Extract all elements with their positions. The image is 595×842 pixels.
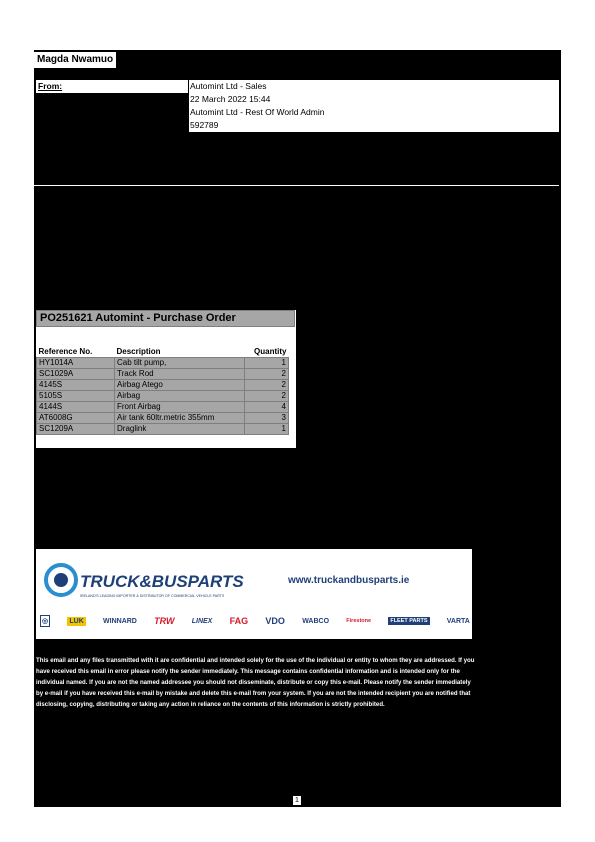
company-banner	[36, 549, 472, 639]
partner-logo-badge-icon: ◎	[40, 615, 50, 627]
brand-tagline: IRELAND'S LEADING IMPORTER & DISTRIBUTOR OF COMMERCIAL VEHICLE PARTS	[80, 594, 225, 598]
page-number: 1	[293, 796, 301, 805]
col-header-reference: Reference No.	[37, 346, 115, 358]
cell-description: Front Airbag	[115, 402, 245, 413]
cell-quantity: 4	[245, 402, 289, 413]
from-label: From:	[36, 80, 188, 93]
cell-quantity: 1	[245, 358, 289, 369]
partner-logo-fleet-parts: FLEET PARTS	[390, 618, 428, 624]
website-link[interactable]: www.truckandbusparts.ie	[288, 575, 410, 586]
cell-reference: 4144S	[37, 402, 115, 413]
purchase-order	[36, 310, 296, 448]
table-row	[37, 391, 289, 402]
cell-reference: AT6008G	[37, 413, 115, 424]
cell-quantity: 1	[245, 424, 289, 435]
partner-logo-varta: VARTA	[446, 617, 470, 625]
cell-reference: 5105S	[37, 391, 115, 402]
confidentiality-disclaimer: This email and any files transmitted with it are confidential and intended solely for the use of the individual or entity to whom they are addressed. If you have received this email in error please notify the sender immediately. This message contains confidential information and is intended only for the individual named. If you are not the named addressee you should not disseminate, distribute or copy this e-mail. Please notify the sender immediately by e-mail if you have received this e-mail by mistake and delete this e-mail from your system. If you are not the intended recipient you are notified that disclosing, copying, distributing or taking any action in reliance on the contents of this information is strictly prohibited.	[36, 657, 475, 708]
table-row	[37, 402, 289, 413]
sender-name: Magda Nwamuo	[34, 52, 116, 68]
header-ref: 592789	[190, 120, 219, 130]
cell-reference: SC1209A	[37, 424, 115, 435]
header-recipient: Automint Ltd - Rest Of World Admin	[190, 107, 325, 117]
partner-logo-linex: LINEX	[191, 617, 213, 625]
partner-logo-vdo: VDO	[265, 616, 285, 626]
header-sender-org: Automint Ltd - Sales	[190, 81, 267, 91]
col-header-description: Description	[115, 346, 245, 358]
table-row	[37, 369, 289, 380]
cell-quantity: 2	[245, 391, 289, 402]
cell-reference: HY1014A	[37, 358, 115, 369]
table-row	[37, 413, 289, 424]
col-header-quantity: Quantity	[245, 346, 289, 358]
partner-logo-fag: FAG	[229, 616, 249, 626]
cell-reference: SC1029A	[37, 369, 115, 380]
table-row	[37, 380, 289, 391]
cell-quantity: 3	[245, 413, 289, 424]
cell-description: Air tank 60ltr.metric 355mm	[115, 413, 245, 424]
po-table	[36, 346, 289, 435]
cell-quantity: 2	[245, 380, 289, 391]
cell-description: Draglink	[115, 424, 245, 435]
partner-logos	[40, 611, 470, 631]
brand-name: TRUCK&BUSPARTS	[80, 572, 244, 591]
partner-logo-firestone: Firestone	[346, 618, 372, 624]
cell-description: Airbag	[115, 391, 245, 402]
po-title: PO251621 Automint - Purchase Order	[36, 310, 295, 327]
table-row	[37, 424, 289, 435]
cell-quantity: 2	[245, 369, 289, 380]
truck-bus-parts-logo	[44, 561, 244, 601]
table-row	[37, 358, 289, 369]
partner-logo-wabco: WABCO	[302, 617, 330, 625]
cell-description: Airbag Atego	[115, 380, 245, 391]
divider	[34, 185, 559, 186]
cell-description: Track Rod	[115, 369, 245, 380]
header-date: 22 March 2022 15:44	[190, 94, 271, 104]
partner-logo-luk: LUK	[69, 617, 84, 625]
partner-logo-trw: TRW	[154, 616, 175, 626]
email-header	[189, 80, 559, 132]
cell-description: Cab tilt pump,	[115, 358, 245, 369]
partner-logo-winnard: WINNARD	[103, 617, 137, 625]
cell-reference: 4145S	[37, 380, 115, 391]
